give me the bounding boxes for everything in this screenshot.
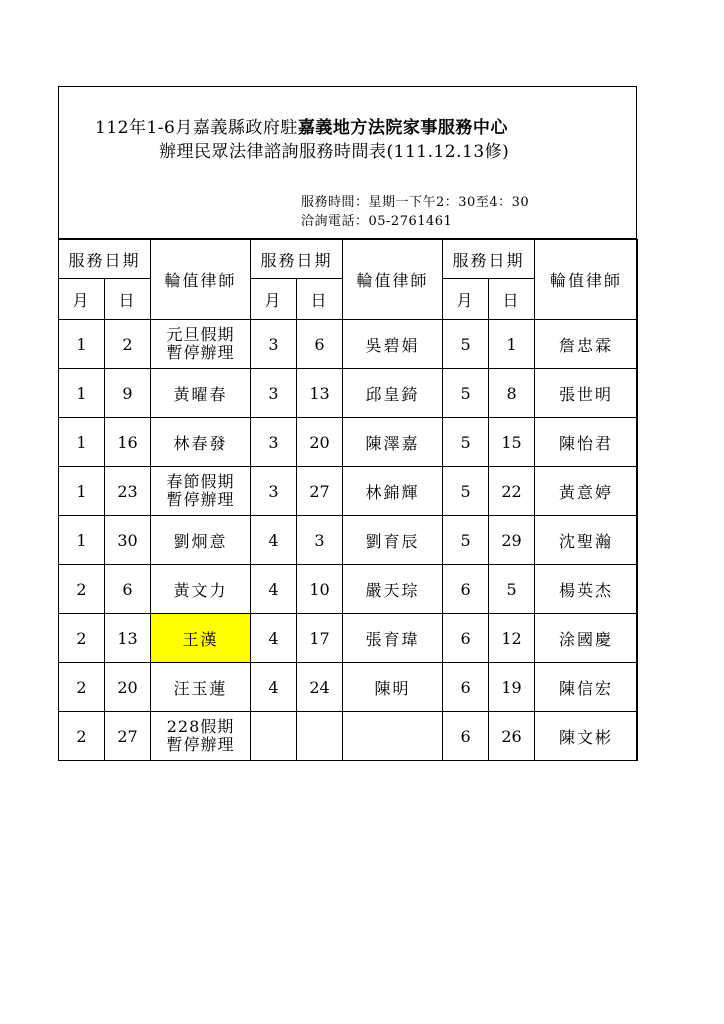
month-cell: 2 xyxy=(59,614,105,663)
table-row xyxy=(59,712,638,761)
day-cell: 9 xyxy=(105,369,151,418)
month-cell: 4 xyxy=(251,516,297,565)
lawyer-cell: 沈聖瀚 xyxy=(535,516,638,565)
lawyer-cell: 陳信宏 xyxy=(535,663,638,712)
month-cell: 2 xyxy=(59,712,105,761)
suspended-note: 暫停辦理 xyxy=(166,343,235,362)
schedule-table xyxy=(58,239,638,761)
day-cell: 1 xyxy=(489,320,535,369)
lawyer-cell: 陳澤嘉 xyxy=(343,418,443,467)
date-header: 服務日期 xyxy=(443,240,535,279)
day-cell: 15 xyxy=(489,418,535,467)
lawyer-cell: 涂國慶 xyxy=(535,614,638,663)
month-cell: 2 xyxy=(59,663,105,712)
day-cell: 19 xyxy=(489,663,535,712)
day-cell: 8 xyxy=(489,369,535,418)
lawyer-cell: 詹忠霖 xyxy=(535,320,638,369)
lawyer-cell-highlighted: 王漢 xyxy=(151,614,251,663)
day-cell: 13 xyxy=(105,614,151,663)
schedule-document xyxy=(58,86,637,761)
day-cell: 23 xyxy=(105,467,151,516)
day-cell: 16 xyxy=(105,418,151,467)
lawyer-cell xyxy=(151,467,251,516)
lawyer-cell: 邱皇錡 xyxy=(343,369,443,418)
day-header: 日 xyxy=(105,279,151,320)
title-bold: 嘉義地方法院家事服務中心 xyxy=(297,118,508,138)
day-cell: 26 xyxy=(489,712,535,761)
day-cell: 27 xyxy=(105,712,151,761)
day-cell: 12 xyxy=(489,614,535,663)
month-cell: 6 xyxy=(443,565,489,614)
month-cell: 4 xyxy=(251,565,297,614)
month-header: 月 xyxy=(443,279,489,320)
header-row xyxy=(59,240,638,279)
month-cell: 1 xyxy=(59,516,105,565)
table-row xyxy=(59,320,638,369)
day-cell: 24 xyxy=(297,663,343,712)
day-cell: 6 xyxy=(105,565,151,614)
month-cell: 3 xyxy=(251,369,297,418)
day-cell: 2 xyxy=(105,320,151,369)
day-cell xyxy=(297,712,343,761)
lawyer-header: 輪值律師 xyxy=(535,240,638,320)
suspended-note: 暫停辦理 xyxy=(166,490,235,509)
lawyer-cell: 嚴天琮 xyxy=(343,565,443,614)
month-cell: 6 xyxy=(443,663,489,712)
service-time: 服務時間：星期一下午2：30至4：30 xyxy=(301,195,530,210)
holiday-note: 春節假期 xyxy=(166,472,235,491)
day-header: 日 xyxy=(489,279,535,320)
document-subtitle: 辦理民眾法律諮詢服務時間表(111.12.13修) xyxy=(159,142,510,162)
lawyer-cell: 楊英杰 xyxy=(535,565,638,614)
day-cell: 13 xyxy=(297,369,343,418)
day-cell: 20 xyxy=(105,663,151,712)
month-cell: 3 xyxy=(251,418,297,467)
month-cell: 3 xyxy=(251,467,297,516)
lawyer-header: 輪值律師 xyxy=(343,240,443,320)
lawyer-cell: 劉育辰 xyxy=(343,516,443,565)
table-row xyxy=(59,565,638,614)
lawyer-cell: 黃文力 xyxy=(151,565,251,614)
lawyer-cell: 劉炯意 xyxy=(151,516,251,565)
month-header: 月 xyxy=(251,279,297,320)
month-cell: 4 xyxy=(251,614,297,663)
lawyer-cell: 黃意婷 xyxy=(535,467,638,516)
day-cell: 10 xyxy=(297,565,343,614)
day-cell: 29 xyxy=(489,516,535,565)
month-cell xyxy=(251,712,297,761)
month-cell: 5 xyxy=(443,418,489,467)
day-header: 日 xyxy=(297,279,343,320)
lawyer-header: 輪值律師 xyxy=(151,240,251,320)
table-row xyxy=(59,369,638,418)
date-header: 服務日期 xyxy=(251,240,343,279)
month-header: 月 xyxy=(59,279,105,320)
lawyer-cell: 張育瑋 xyxy=(343,614,443,663)
month-cell: 2 xyxy=(59,565,105,614)
lawyer-cell xyxy=(151,320,251,369)
lawyer-cell: 黃曜春 xyxy=(151,369,251,418)
document-title xyxy=(95,113,508,138)
month-cell: 1 xyxy=(59,320,105,369)
day-cell: 6 xyxy=(297,320,343,369)
suspended-note: 暫停辦理 xyxy=(166,735,235,754)
day-cell: 5 xyxy=(489,565,535,614)
lawyer-cell: 吳碧娟 xyxy=(343,320,443,369)
table-row xyxy=(59,516,638,565)
table-row xyxy=(59,467,638,516)
month-cell: 5 xyxy=(443,369,489,418)
title-prefix: 112年1-6月嘉義縣政府駐 xyxy=(95,118,298,138)
lawyer-cell: 林錦輝 xyxy=(343,467,443,516)
lawyer-cell xyxy=(151,712,251,761)
lawyer-cell: 汪玉蓮 xyxy=(151,663,251,712)
day-cell: 30 xyxy=(105,516,151,565)
lawyer-cell: 陳怡君 xyxy=(535,418,638,467)
day-cell: 27 xyxy=(297,467,343,516)
month-cell: 5 xyxy=(443,467,489,516)
lawyer-cell: 陳明 xyxy=(343,663,443,712)
lawyer-cell: 陳文彬 xyxy=(535,712,638,761)
holiday-note: 228假期 xyxy=(166,717,235,736)
lawyer-cell xyxy=(343,712,443,761)
month-cell: 6 xyxy=(443,712,489,761)
lawyer-cell: 張世明 xyxy=(535,369,638,418)
date-header: 服務日期 xyxy=(59,240,151,279)
month-cell: 4 xyxy=(251,663,297,712)
table-row xyxy=(59,418,638,467)
month-cell: 6 xyxy=(443,614,489,663)
day-cell: 17 xyxy=(297,614,343,663)
day-cell: 22 xyxy=(489,467,535,516)
contact-phone: 洽詢電話：05-2761461 xyxy=(301,214,453,229)
month-cell: 5 xyxy=(443,516,489,565)
month-cell: 1 xyxy=(59,418,105,467)
day-cell: 3 xyxy=(297,516,343,565)
holiday-note: 元旦假期 xyxy=(166,325,235,344)
table-row xyxy=(59,663,638,712)
day-cell: 20 xyxy=(297,418,343,467)
lawyer-cell: 林春發 xyxy=(151,418,251,467)
month-cell: 3 xyxy=(251,320,297,369)
month-cell: 1 xyxy=(59,369,105,418)
document-header xyxy=(59,87,636,239)
month-cell: 1 xyxy=(59,467,105,516)
month-cell: 5 xyxy=(443,320,489,369)
table-row xyxy=(59,614,638,663)
